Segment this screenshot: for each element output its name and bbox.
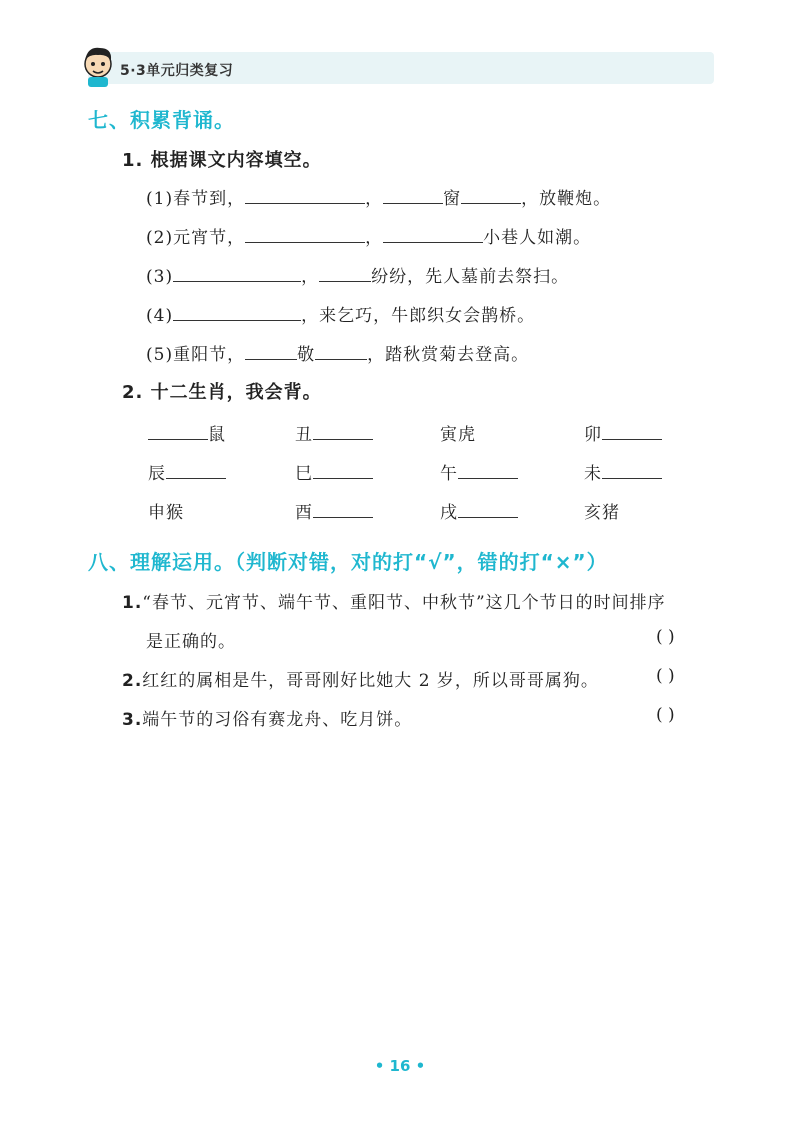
zodiac-item: 寅虎 xyxy=(440,425,476,445)
zodiac-item: 亥猪 xyxy=(584,503,620,523)
zodiac-item: 酉 xyxy=(295,498,373,523)
zodiac-item: 巳 xyxy=(295,459,373,484)
blank[interactable] xyxy=(245,225,365,243)
blank[interactable] xyxy=(315,342,367,360)
blank[interactable] xyxy=(602,461,662,479)
zodiac-item: 未 xyxy=(584,459,662,484)
blank[interactable] xyxy=(173,264,301,282)
blank[interactable] xyxy=(245,342,297,360)
answer-paren-3[interactable]: ( ) xyxy=(656,705,675,725)
fill-item-3: (3) ， 纷纷，先人墓前去祭扫。 xyxy=(146,262,569,287)
zodiac-item: 申猴 xyxy=(148,503,184,523)
blank[interactable] xyxy=(313,461,373,479)
blank[interactable] xyxy=(173,303,301,321)
section-8-title: 八、理解运用。（判断对错，对的打“√”，错的打“×”） xyxy=(88,550,608,574)
mascot-icon xyxy=(80,44,116,88)
zodiac-item: 戌 xyxy=(440,498,518,523)
blank[interactable] xyxy=(148,422,208,440)
header-title: 5·3单元归类复习 xyxy=(120,63,234,79)
fill-item-2: (2)元宵节， ， 小巷人如潮。 xyxy=(146,223,591,248)
blank[interactable] xyxy=(166,461,226,479)
blank[interactable] xyxy=(313,422,373,440)
page-number: • 16 • xyxy=(374,1057,426,1075)
fill-item-4: (4) ，来乞巧，牛郎织女会鹊桥。 xyxy=(146,301,535,326)
zodiac-item: 午 xyxy=(440,459,518,484)
answer-paren-2[interactable]: ( ) xyxy=(656,666,675,686)
judge-item-1: 1.“春节、元宵节、端午节、重阳节、中秋节”这几个节日的时间排序 xyxy=(122,593,666,613)
question-1-label: 1. 根据课文内容填空。 xyxy=(122,150,322,171)
blank[interactable] xyxy=(602,422,662,440)
zodiac-item: 辰 xyxy=(148,459,226,484)
blank[interactable] xyxy=(319,264,371,282)
blank[interactable] xyxy=(245,186,365,204)
judge-item-1-cont: 是正确的。 xyxy=(146,632,236,652)
fill-item-1: (1)春节到， ， 窗 ，放鞭炮。 xyxy=(146,184,611,209)
blank[interactable] xyxy=(383,186,443,204)
zodiac-item: 鼠 xyxy=(148,420,226,445)
judge-item-2: 2.红红的属相是牛，哥哥刚好比她大 2 岁，所以哥哥属狗。 xyxy=(122,671,599,691)
answer-paren-1[interactable]: ( ) xyxy=(656,627,675,647)
question-2-label: 2. 十二生肖，我会背。 xyxy=(122,382,322,403)
fill-item-5: (5)重阳节， 敬 ，踏秋赏菊去登高。 xyxy=(146,340,529,365)
blank[interactable] xyxy=(313,500,373,518)
zodiac-item: 丑 xyxy=(295,420,373,445)
blank[interactable] xyxy=(383,225,483,243)
blank[interactable] xyxy=(461,186,521,204)
judge-item-3: 3.端午节的习俗有赛龙舟、吃月饼。 xyxy=(122,710,413,730)
section-7-title: 七、积累背诵。 xyxy=(88,108,235,132)
blank[interactable] xyxy=(458,461,518,479)
zodiac-item: 卯 xyxy=(584,420,662,445)
blank[interactable] xyxy=(458,500,518,518)
